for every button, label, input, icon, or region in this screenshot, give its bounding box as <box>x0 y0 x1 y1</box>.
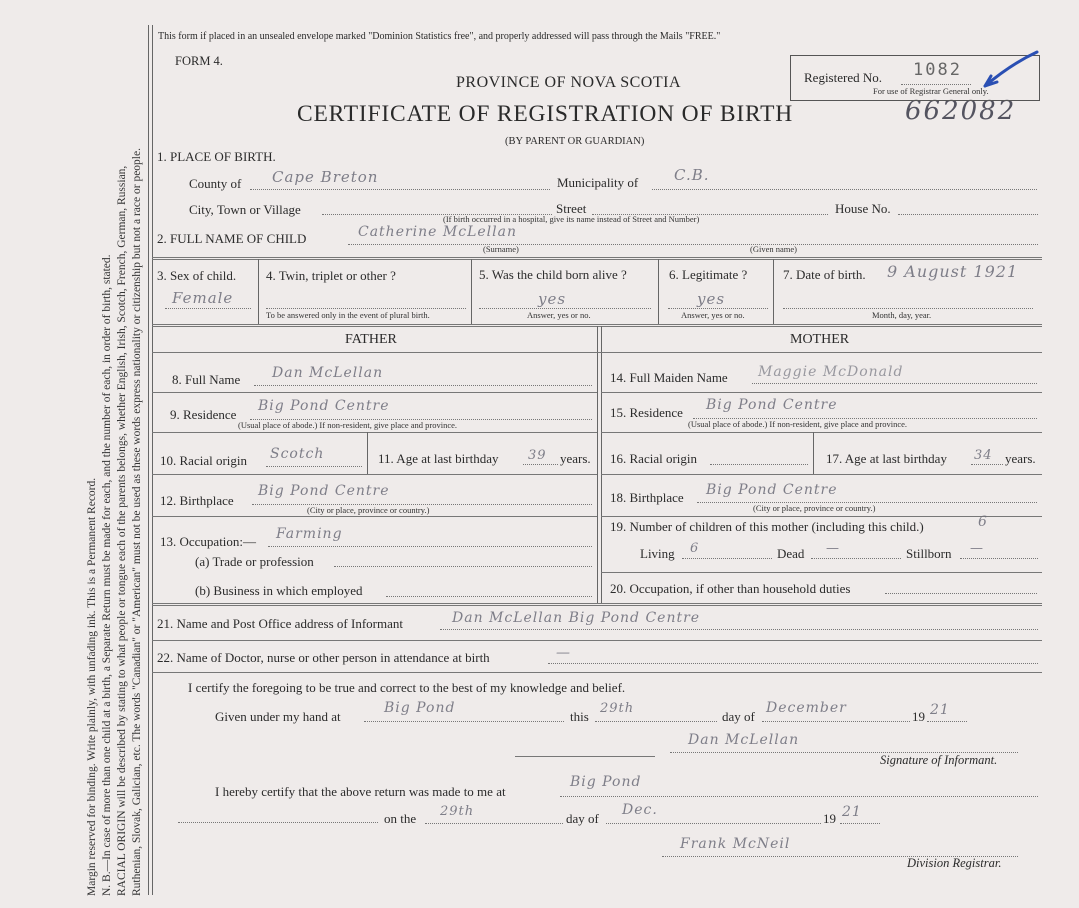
legitimate-value: yes <box>697 290 726 308</box>
on-month-value: Dec. <box>622 802 658 818</box>
on-year-prefix: 19 <box>823 811 836 826</box>
handwritten-registration-number: 662082 <box>905 96 1017 126</box>
mother-racial-label: 16. Racial origin <box>610 451 698 466</box>
father-age-label: 11. Age at last birthday <box>378 451 499 466</box>
legitimate-label: 6. Legitimate ? <box>669 267 748 282</box>
registrar-note: For use of Registrar General only. <box>873 86 989 96</box>
county-label: County of <box>189 176 242 191</box>
surname-note: (Surname) <box>483 244 519 254</box>
form-number: FORM 4. <box>175 54 223 68</box>
mother-children-value: 6 <box>978 514 988 530</box>
county-value: Cape Breton <box>272 168 379 186</box>
father-birthplace-label: 12. Birthplace <box>160 493 234 508</box>
child-name-value: Catherine McLellan <box>358 224 517 240</box>
month-value: December <box>766 700 847 716</box>
legitimate-note: Answer, yes or no. <box>681 310 745 320</box>
stillborn-label: Stillborn <box>906 546 952 561</box>
mother-occupation-label: 20. Occupation, if other than household duties <box>610 581 851 596</box>
province-title: PROVINCE OF NOVA SCOTIA <box>456 74 682 91</box>
dead-label: Dead <box>777 546 805 561</box>
given-name-note: (Given name) <box>750 244 797 254</box>
mother-age-label: 17. Age at last birthday <box>826 451 947 466</box>
twin-note: To be answered only in the event of plural birth. <box>266 310 430 320</box>
father-occupation-label: 13. Occupation:— <box>160 534 257 549</box>
hereby-place-value: Big Pond <box>570 774 642 790</box>
margin-note-racial: RACIAL ORIGIN will be described by stating to what people or tongue each of the parents belongs, whether English, Irish, Scotch, French, German, Russian, <box>116 165 128 896</box>
mother-name-value: Maggie McDonald <box>758 364 904 380</box>
mother-heading: MOTHER <box>790 332 850 347</box>
margin-note-nb: N. B.—In case of more than one child at a birth, a Separate Return must be made for each, and the number of each, in order of birth, stated. <box>101 254 113 896</box>
father-racial-value: Scotch <box>270 446 325 462</box>
dead-value: — <box>826 541 840 556</box>
business-label: (b) Business in which employed <box>195 583 363 598</box>
on-day-of-label: day of <box>566 811 599 826</box>
form-left-border <box>148 25 149 895</box>
hospital-note: (If birth occurred in a hospital, give its name instead of Street and Number) <box>443 214 700 224</box>
mother-birthplace-note: (City or place, province or country.) <box>753 503 876 513</box>
on-year-value: 21 <box>842 804 862 820</box>
informant-signature: Dan McLellan <box>688 732 800 748</box>
living-value: 6 <box>690 541 700 556</box>
informant-value: Dan McLellan Big Pond Centre <box>452 610 701 626</box>
mother-years-label: years. <box>1005 451 1036 466</box>
mother-name-label: 14. Full Maiden Name <box>610 370 728 385</box>
certify-statement: I certify the foregoing to be true and correct to the best of my knowledge and belief. <box>188 680 626 695</box>
father-occupation-value: Farming <box>276 526 343 542</box>
municipality-value: C.B. <box>674 166 710 184</box>
dob-note: Month, day, year. <box>872 310 932 320</box>
municipality-label: Municipality of <box>557 175 639 190</box>
father-name-value: Dan McLellan <box>272 365 384 381</box>
page-subtitle: (BY PARENT OR GUARDIAN) <box>505 136 645 147</box>
street-label: Street <box>556 201 587 216</box>
day-of-label: day of <box>722 709 755 724</box>
mail-notice: This form if placed in an unsealed envelope marked "Dominion Statistics free", and properly addressed will pass through the Mails "FREE." <box>158 31 721 42</box>
registered-number: 1082 <box>913 60 962 80</box>
father-residence-value: Big Pond Centre <box>258 398 390 414</box>
blue-check-mark-icon <box>981 50 1041 90</box>
this-day-value: 29th <box>600 701 635 716</box>
city-label: City, Town or Village <box>189 202 301 217</box>
on-day-value: 29th <box>440 804 475 819</box>
signature-of-informant-label: Signature of Informant. <box>880 753 998 767</box>
father-years-label: years. <box>560 451 591 466</box>
stillborn-value: — <box>970 541 984 556</box>
twin-label: 4. Twin, triplet or other ? <box>266 268 396 283</box>
sex-value: Female <box>172 289 234 307</box>
year-prefix: 19 <box>912 709 925 724</box>
mother-residence-note: (Usual place of abode.) If non-resident, give place and province. <box>688 419 908 429</box>
place-of-birth-heading: 1. PLACE OF BIRTH. <box>157 149 276 164</box>
informant-label: 21. Name and Post Office address of Informant <box>157 616 403 631</box>
father-birthplace-value: Big Pond Centre <box>258 483 390 499</box>
father-age-value: 39 <box>528 448 547 463</box>
sex-label: 3. Sex of child. <box>157 268 237 283</box>
hereby-certify: I hereby certify that the above return was made to me at <box>215 784 506 799</box>
child-name-label: 2. FULL NAME OF CHILD <box>157 231 307 246</box>
page-title: CERTIFICATE OF REGISTRATION OF BIRTH <box>297 101 793 127</box>
this-label: this <box>570 709 589 724</box>
mother-age-value: 34 <box>974 448 993 463</box>
dob-value: 9 August 1921 <box>887 262 1019 281</box>
division-registrar-label: Division Registrar. <box>907 856 1002 870</box>
house-label: House No. <box>835 201 891 216</box>
given-label: Given under my hand at <box>215 709 341 724</box>
margin-note-binding: Margin reserved for binding. Write plainly, with unfading ink. This is a Permanent Record. <box>86 477 98 896</box>
form-left-border-inner <box>152 25 153 895</box>
father-birthplace-note: (City or place, province or country.) <box>307 505 430 515</box>
father-heading: FATHER <box>345 332 397 347</box>
mother-residence-label: 15. Residence <box>610 405 683 420</box>
on-the-label: on the <box>384 811 417 826</box>
father-racial-label: 10. Racial origin <box>160 453 248 468</box>
father-residence-note: (Usual place of abode.) If non-resident, give place and province. <box>238 420 458 430</box>
mother-residence-value: Big Pond Centre <box>706 397 838 413</box>
dob-label: 7. Date of birth. <box>783 267 866 282</box>
father-residence-label: 9. Residence <box>170 407 237 422</box>
registered-label: Registered No. <box>804 70 882 85</box>
given-place-value: Big Pond <box>384 700 456 716</box>
year-value: 21 <box>930 702 950 718</box>
born-alive-note: Answer, yes or no. <box>527 310 591 320</box>
doctor-value: — <box>556 645 571 661</box>
doctor-label: 22. Name of Doctor, nurse or other person in attendance at birth <box>157 650 490 665</box>
trade-label: (a) Trade or profession <box>195 554 314 569</box>
born-alive-label: 5. Was the child born alive ? <box>479 267 627 282</box>
registered-box <box>790 55 1040 101</box>
father-name-label: 8. Full Name <box>172 372 241 387</box>
mother-birthplace-value: Big Pond Centre <box>706 482 838 498</box>
born-alive-value: yes <box>538 290 567 308</box>
mother-children-label: 19. Number of children of this mother (including this child.) <box>610 519 924 534</box>
mother-birthplace-label: 18. Birthplace <box>610 490 684 505</box>
margin-note-racial-2: Ruthenian, Slovak, Galician, etc. The words "Canadian" or "American" must not be used as these words express nationality or citizenship but not a race or people. <box>131 148 143 896</box>
living-label: Living <box>640 546 675 561</box>
registrar-signature: Frank McNeil <box>680 836 791 852</box>
